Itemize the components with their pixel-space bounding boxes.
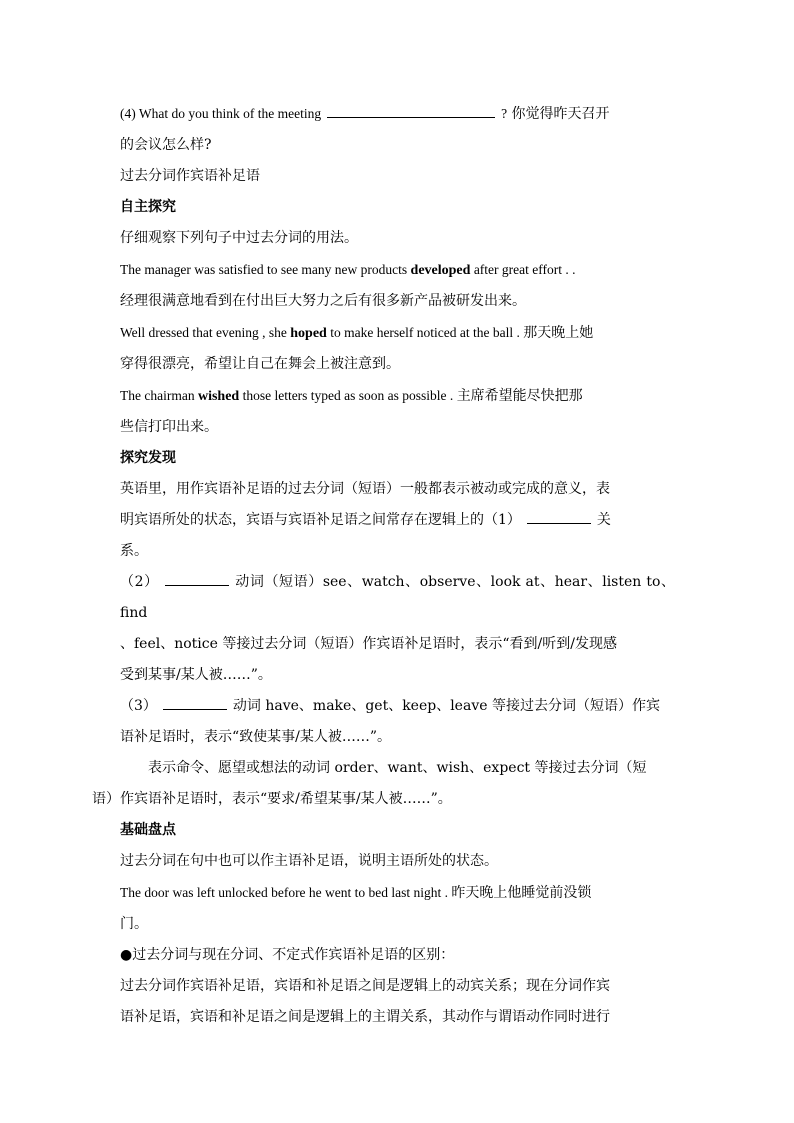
question-4 xyxy=(120,98,675,161)
bullet-difference: ●过去分词与现在分词、不定式作宾语补足语的区别： xyxy=(120,947,455,963)
finding-4-line-a: 表示命令、愿望或想法的动词 order、want、wish、expect 等接过去分词（短 xyxy=(148,760,647,776)
finding-4 xyxy=(92,753,675,815)
example-1 xyxy=(120,254,675,317)
example-2-chinese-b: 穿得很漂亮，希望让自己在舞会上被注意到。 xyxy=(120,356,400,372)
example-2-english-a: Well dressed that evening , she xyxy=(120,325,291,340)
finding-3-number: （3） xyxy=(120,698,157,714)
example-3-chinese-a: 主席希望能尽快把那 xyxy=(456,388,583,404)
finding-2-line-b: 动词（短语）see、watch、observe、look at、hear、listen to、find xyxy=(120,574,675,621)
example-1-keyword: developed xyxy=(410,263,471,278)
difference-text xyxy=(120,971,675,1033)
example-2 xyxy=(120,317,675,380)
question-4-chinese-2: 的会议怎么样? xyxy=(120,137,212,153)
basic-example-chinese-b: 门。 xyxy=(120,916,148,932)
basic-example-chinese-a: 昨天晚上他睡觉前没锁 xyxy=(451,885,592,901)
finding-2-line-d: 受到某事/某人被……”。 xyxy=(120,667,272,683)
finding-2-line-c: 、feel、notice 等接过去分词（短语）作宾语补足语时，表示“看到/听到/发现感 xyxy=(120,636,617,652)
finding-2 xyxy=(120,567,675,691)
example-1-english-a: The manager was satisfied to see many new products xyxy=(120,262,411,277)
heading-basics: 基础盘点 xyxy=(120,822,176,838)
intro-text: 仔细观察下列句子中过去分词的用法。 xyxy=(120,230,358,246)
answer-blank-3[interactable] xyxy=(163,695,227,710)
finding-1-line-b: 明宾语所处的状态，宾语与宾语补足语之间常存在逻辑上的（1） xyxy=(120,512,521,528)
answer-blank-2[interactable] xyxy=(165,571,229,586)
example-1-chinese: 经理很满意地看到在付出巨大努力之后有很多新产品被研发出来。 xyxy=(120,293,526,309)
finding-1-line-d: 系。 xyxy=(120,543,148,559)
difference-line-a: 过去分词作宾语补足语，宾语和补足语之间是逻辑上的动宾关系；现在分词作宾 xyxy=(120,978,610,994)
finding-3 xyxy=(120,691,675,753)
example-2-chinese-a: 那天晚上她 xyxy=(523,325,594,341)
question-4-chinese-1: 你觉得昨天召开 xyxy=(511,106,610,122)
basic-example xyxy=(120,877,675,940)
heading-self-study: 自主探究 xyxy=(120,199,176,215)
finding-1 xyxy=(120,474,675,567)
finding-1-line-c: 关 xyxy=(596,512,611,528)
heading-findings: 探究发现 xyxy=(120,450,176,466)
section-title: 过去分词作宾语补足语 xyxy=(120,168,260,184)
finding-2-number: （2） xyxy=(120,574,159,590)
basic-example-english: The door was left unlocked before he went to bed last night . xyxy=(120,885,452,900)
finding-3-line-b: 动词 have、make、get、keep、leave 等接过去分词（短语）作宾 xyxy=(232,698,660,714)
answer-blank-4[interactable] xyxy=(327,103,495,118)
difference-line-b: 语补足语，宾语和补足语之间是逻辑上的主谓关系，其动作与谓语动作同时进行 xyxy=(120,1009,610,1025)
finding-1-line-a: 英语里，用作宾语补足语的过去分词（短语）一般都表示被动或完成的意义，表 xyxy=(120,481,610,497)
example-3-english-a: The chairman xyxy=(120,388,198,403)
example-2-keyword: hoped xyxy=(290,326,327,341)
example-1-english-b: after great effort . . xyxy=(470,262,576,277)
answer-blank-1[interactable] xyxy=(527,509,591,524)
finding-4-line-b: 语）作宾语补足语时，表示“要求/希望某事/某人被……”。 xyxy=(92,791,452,807)
finding-3-line-c: 语补足语时，表示“致使某事/某人被……”。 xyxy=(120,729,392,745)
document-page xyxy=(92,98,675,1033)
example-3 xyxy=(120,380,675,443)
example-3-english-b: those letters typed as soon as possible . xyxy=(239,388,457,403)
example-3-chinese-b: 些信打印出来。 xyxy=(120,419,218,435)
question-4-mark: ? xyxy=(501,106,508,121)
question-4-english: (4) What do you think of the meeting xyxy=(120,106,322,121)
example-3-keyword: wished xyxy=(197,389,240,404)
basic-1: 过去分词在句中也可以作主语补足语，说明主语所处的状态。 xyxy=(120,853,498,869)
example-2-english-b: to make herself noticed at the ball . xyxy=(326,325,524,340)
